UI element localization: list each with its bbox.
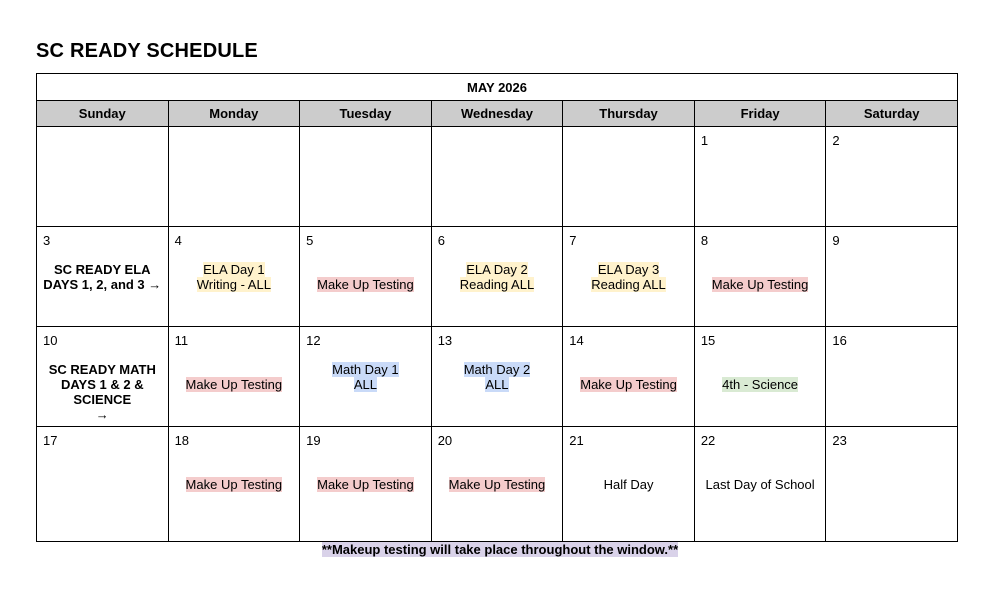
day-cell <box>431 427 563 542</box>
event-text <box>300 262 431 292</box>
day-number: 1 <box>700 133 709 148</box>
day-cell <box>431 227 563 327</box>
calendar-table <box>36 73 958 542</box>
weekday-monday: Monday <box>168 101 300 127</box>
month-header: MAY 2026 <box>37 74 958 101</box>
day-number: 7 <box>569 233 577 248</box>
event-line-text: Writing - ALL <box>196 277 271 292</box>
footnote-text: **Makeup testing will take place throughout the window.** <box>321 542 679 557</box>
week-row <box>37 427 958 542</box>
event-line <box>169 377 300 392</box>
week-row <box>37 327 958 427</box>
day-number: 12 <box>306 333 321 348</box>
event-line <box>300 377 431 392</box>
day-number: 19 <box>306 433 321 448</box>
event-text <box>563 362 694 392</box>
day-number: 16 <box>832 333 847 348</box>
event-text <box>695 477 826 492</box>
day-number: 17 <box>43 433 58 448</box>
day-cell <box>826 227 958 327</box>
event-line <box>432 362 563 377</box>
event-line <box>563 477 694 492</box>
day-number: 8 <box>700 233 709 248</box>
event-text <box>169 362 300 392</box>
day-cell <box>563 227 695 327</box>
day-number: 2 <box>832 133 840 148</box>
day-number: 6 <box>437 233 445 248</box>
day-number: 21 <box>569 433 584 448</box>
event-line-text: Make Up Testing <box>185 377 283 392</box>
day-cell <box>431 327 563 427</box>
day-cell <box>694 327 826 427</box>
weekday-thursday: Thursday <box>563 101 695 127</box>
day-cell <box>826 327 958 427</box>
event-line-text: ELA Day 2 <box>466 262 528 277</box>
event-text <box>432 477 563 492</box>
event-line <box>43 262 162 277</box>
event-text <box>695 362 826 392</box>
event-line-text: ALL <box>485 377 509 392</box>
event-line-text: Last Day of School <box>705 477 815 492</box>
event-line <box>43 392 162 407</box>
day-number: 9 <box>832 233 840 248</box>
event-line <box>695 362 826 377</box>
day-cell <box>168 427 300 542</box>
day-number: 5 <box>306 233 314 248</box>
event-line <box>432 477 563 492</box>
day-cell <box>563 127 695 227</box>
day-cell <box>37 427 169 542</box>
event-line-text: ELA Day 1 <box>203 262 265 277</box>
event-line-text: Make Up Testing <box>711 277 809 292</box>
day-number: 18 <box>174 433 190 448</box>
footnote <box>0 542 1000 557</box>
event-line-text: Reading ALL <box>591 277 666 292</box>
day-cell <box>37 227 169 327</box>
event-line <box>695 477 826 492</box>
week-row <box>37 127 958 227</box>
event-line <box>695 262 826 277</box>
event-line <box>43 277 162 292</box>
day-cell <box>563 327 695 427</box>
event-line <box>300 362 431 377</box>
event-line-text: 4th - Science <box>722 377 799 392</box>
day-number: 15 <box>700 333 716 348</box>
day-number: 20 <box>437 433 453 448</box>
event-line <box>43 407 162 422</box>
day-cell <box>826 127 958 227</box>
day-cell <box>431 127 563 227</box>
weekday-saturday: Saturday <box>826 101 958 127</box>
event-line <box>43 362 162 377</box>
day-number: 14 <box>569 333 584 348</box>
day-cell <box>694 227 826 327</box>
event-line-text: Make Up Testing <box>317 477 414 492</box>
event-line <box>43 377 162 392</box>
weekday-header-row <box>37 101 958 127</box>
weekday-friday: Friday <box>694 101 826 127</box>
event-text <box>563 262 694 292</box>
page-title: SC READY SCHEDULE <box>36 40 258 62</box>
week-row <box>37 227 958 327</box>
event-text <box>300 362 431 392</box>
event-line-text: Math Day 1 <box>332 362 399 377</box>
day-cell <box>694 427 826 542</box>
event-line <box>563 262 694 277</box>
event-text <box>300 477 431 492</box>
day-cell <box>300 427 432 542</box>
event-line <box>432 377 563 392</box>
event-line-text: DAYS 1, 2, and 3 → <box>43 277 162 292</box>
event-line-text: SCIENCE <box>73 392 132 407</box>
day-number: 3 <box>43 233 51 248</box>
event-text <box>169 477 300 492</box>
day-cell <box>300 127 432 227</box>
event-line <box>300 277 431 292</box>
event-line-text: ALL <box>353 377 377 392</box>
weekday-tuesday: Tuesday <box>300 101 432 127</box>
event-line <box>169 277 300 292</box>
day-number: 11 <box>174 333 189 348</box>
day-number: 4 <box>174 233 182 248</box>
day-cell <box>168 127 300 227</box>
event-line-text: SC READY ELA <box>54 262 151 277</box>
event-line <box>169 477 300 492</box>
day-number: 22 <box>700 433 716 448</box>
day-number: 10 <box>43 333 58 348</box>
event-text <box>169 262 300 292</box>
event-line <box>563 277 694 292</box>
day-cell <box>37 327 169 427</box>
event-line-text: Make Up Testing <box>448 477 546 492</box>
event-text <box>432 362 563 392</box>
event-line-text: ELA Day 3 <box>597 262 660 277</box>
event-line <box>695 277 826 292</box>
event-line-text: DAYS 1 & 2 & <box>60 377 144 392</box>
day-cell <box>168 227 300 327</box>
event-line-text: Half Day <box>603 477 654 492</box>
event-line-text: Math Day 2 <box>463 362 531 377</box>
event-line <box>300 262 431 277</box>
event-line <box>563 377 694 392</box>
week-label <box>37 362 168 422</box>
event-line-text: SC READY MATH <box>48 362 156 377</box>
day-cell <box>168 327 300 427</box>
day-cell <box>300 327 432 427</box>
day-cell <box>563 427 695 542</box>
event-line-text: Make Up Testing <box>185 477 283 492</box>
event-line <box>169 362 300 377</box>
week-label <box>37 262 168 292</box>
day-number: 13 <box>437 333 453 348</box>
day-cell <box>826 427 958 542</box>
event-line <box>563 362 694 377</box>
day-cell <box>37 127 169 227</box>
day-number: 23 <box>832 433 847 448</box>
event-line <box>695 377 826 392</box>
weekday-sunday: Sunday <box>37 101 169 127</box>
event-text <box>432 262 563 292</box>
event-line <box>432 262 563 277</box>
event-line-text: Make Up Testing <box>580 377 677 392</box>
event-text <box>695 262 826 292</box>
weekday-wednesday: Wednesday <box>431 101 563 127</box>
day-cell <box>300 227 432 327</box>
event-line-text: Reading ALL <box>459 277 535 292</box>
event-line <box>169 262 300 277</box>
event-text <box>563 477 694 492</box>
day-cell <box>694 127 826 227</box>
event-line-text: → <box>95 407 109 422</box>
event-line <box>432 277 563 292</box>
event-line-text: Make Up Testing <box>317 277 414 292</box>
event-line <box>300 477 431 492</box>
